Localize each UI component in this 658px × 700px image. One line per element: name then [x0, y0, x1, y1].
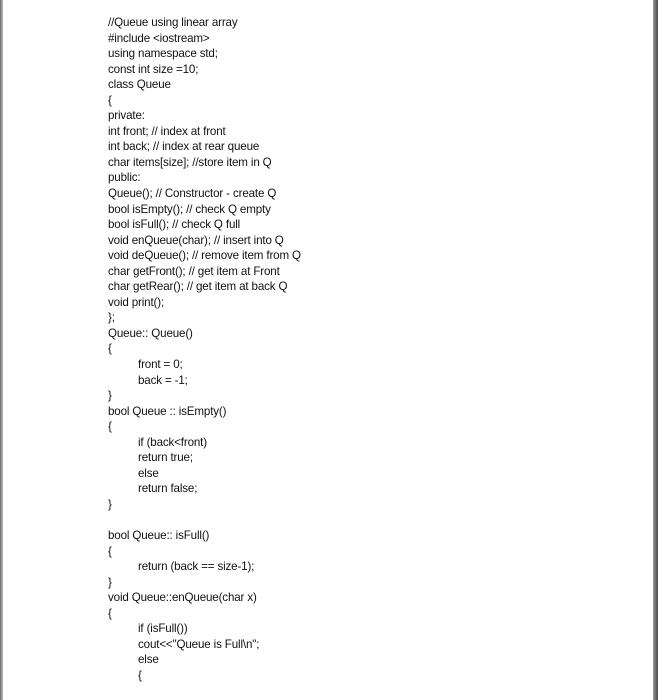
code-line: back = -1;: [138, 373, 188, 387]
code-line: Queue:: Queue(): [108, 326, 193, 340]
page-right-edge-shadow: [653, 0, 658, 700]
code-line: else: [138, 653, 159, 667]
code-line: }: [108, 575, 112, 589]
code-line: void enQueue(char); // insert into Q: [108, 233, 284, 247]
code-line: const int size =10;: [108, 62, 199, 76]
code-listing: [108, 15, 301, 684]
code-line: public:: [108, 171, 141, 185]
code-line: {: [108, 420, 112, 434]
code-line: Queue(); // Constructor - create Q: [108, 187, 277, 201]
code-line: if (isFull()): [138, 622, 188, 636]
code-line: bool Queue:: isFull(): [108, 529, 210, 543]
code-line: {: [108, 342, 112, 356]
code-line: void print();: [108, 295, 165, 309]
code-line: class Queue: [108, 78, 171, 92]
code-line: char getFront(); // get item at Front: [108, 264, 280, 278]
code-line: bool isEmpty(); // check Q empty: [108, 202, 271, 216]
code-line: front = 0;: [138, 358, 183, 372]
code-line: cout<<"Queue is Full\n";: [138, 637, 260, 651]
code-line: return true;: [138, 451, 193, 465]
code-line: char getRear(); // get item at back Q: [108, 280, 288, 294]
code-line: char items[size]; //store item in Q: [108, 155, 272, 169]
code-line-blank: [108, 513, 301, 529]
code-line: }: [108, 497, 112, 511]
code-line: void Queue::enQueue(char x): [108, 591, 257, 605]
code-line: //Queue using linear array: [108, 16, 238, 29]
code-line: }: [108, 389, 112, 403]
code-line: using namespace std;: [108, 47, 218, 61]
code-line: int front; // index at front: [108, 124, 226, 138]
code-line: if (back<front): [138, 435, 207, 449]
code-line: {: [108, 93, 112, 107]
code-line: bool Queue :: isEmpty(): [108, 404, 227, 418]
code-line: bool isFull(); // check Q full: [108, 218, 241, 232]
code-line: {: [108, 606, 112, 620]
code-line: {: [108, 544, 112, 558]
code-line: return (back == size-1);: [138, 560, 255, 574]
code-line: int back; // index at rear queue: [108, 140, 260, 154]
code-line: };: [108, 311, 115, 325]
code-line: #include <iostream>: [108, 31, 210, 45]
code-line: private:: [108, 109, 145, 123]
code-line: void deQueue(); // remove item from Q: [108, 249, 301, 263]
code-line: return false;: [138, 482, 198, 496]
page-left-edge-shadow: [0, 0, 3, 700]
code-line: else: [138, 466, 159, 480]
code-line: {: [138, 668, 142, 682]
